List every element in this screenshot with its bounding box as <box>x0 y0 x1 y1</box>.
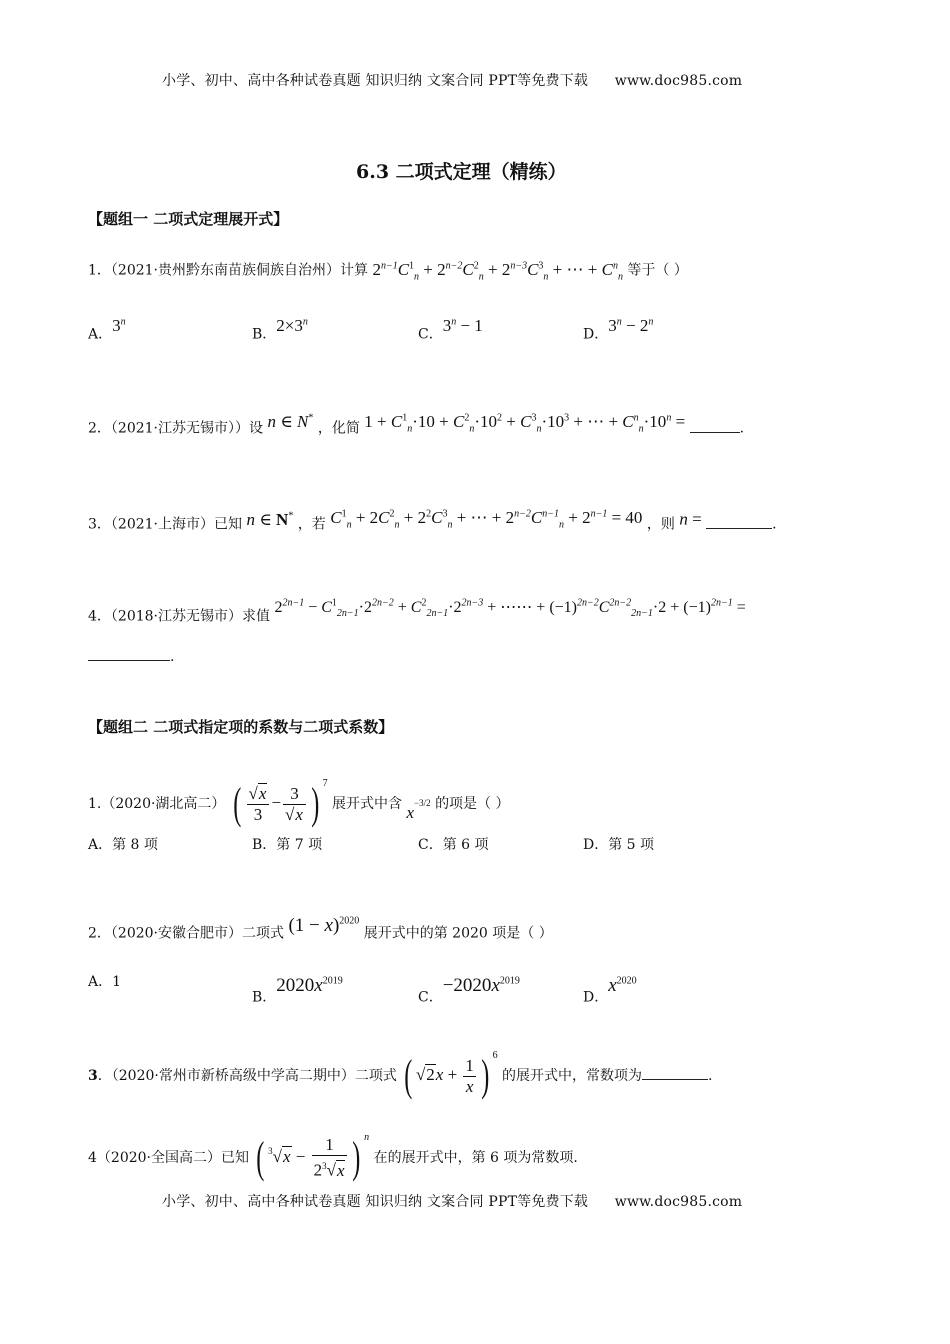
g1-q2-answer-blank[interactable] <box>690 418 740 433</box>
header-text: 小学、初中、高中各种试卷真题 知识归纳 文案合同 PPT等免费下载 <box>162 73 589 89</box>
g1-question-3 <box>88 494 777 545</box>
g1-q1-option-a: A．3$^n$ <box>88 315 126 343</box>
g1-q4-answer-line <box>88 646 174 665</box>
footer-url[interactable]: www.doc985.com <box>614 1194 743 1210</box>
g2-q1-option-d: D．第 5 项 <box>583 837 655 853</box>
g1-q1-option-d: D．$3^n - 2^n$ <box>583 315 654 343</box>
g2-q2-prefix: 2．（2020·安徽合肥市）二项式 <box>88 925 284 942</box>
page-title: 6.3 二项式定理（精练） <box>356 161 567 183</box>
group2-heading: 【题组二 二项式指定项的系数与二项式系数】 <box>88 718 394 736</box>
page-header <box>162 70 742 90</box>
g1-q3-cond: n ∈ N* <box>246 509 294 529</box>
g1-q1-formula: $2^{n-1}C^1_n + 2^{n-2}C^2_n + 2^{n-3}C^3_n$ + ⋯ + $C^n_n$ <box>372 259 623 283</box>
g2-q1-prefix: 1.（2020·湖北高二） <box>88 796 226 812</box>
g2-q2-option-a-label: A．1 <box>88 974 122 990</box>
g1-q1-option-c-label: C． <box>418 326 443 343</box>
g1-q4-end: . <box>170 649 175 665</box>
g1-q3-prefix: 3．（2021·上海市）已知 <box>88 516 242 533</box>
g1-q1-option-b-label: B． <box>252 326 277 343</box>
g1-q3-answer-blank[interactable] <box>706 514 772 529</box>
g2-q2-option-a <box>88 962 121 1002</box>
g1-q3-formula: $C^1_n + 2C^2_n + 2^2C^3_n$ + ⋯ + $2^{n-2}C^{n-1}_n + 2^{n-1} = 40$ <box>330 507 643 531</box>
g1-q1-option-c: C．$3^n - 1$ <box>418 315 483 343</box>
g2-q3-tail: . <box>708 1068 713 1084</box>
g2-q2-option-c: C．$-2020x^{2019}$ <box>418 975 520 1006</box>
g2-q2-formula: $(1 - x)^{2020}$ <box>288 915 360 937</box>
g1-q2-formula: $1 + C^1_n\cdot 10 + C^2_n\cdot 10^2 + C^3_n\cdot 10^3$ + ⋯ + $C^n_n\cdot 10^n$ = <box>364 411 686 435</box>
g1-q4-prefix: 4．（2018·江苏无锡市）求值 <box>88 608 270 625</box>
g2-q1-term: $x^{-3/2}$ <box>406 798 431 822</box>
g2-q2-end: 展开式中的第 2020 项是（ ） <box>363 925 553 942</box>
g1-q4-formula: $2^{2n-1} - C^1_{2n-1}\cdot 2^{2n-2} + C^2_{2n-1}\cdot 2^{2n-3}$ + ⋯⋯ + $(-1)^{2n-2}C^{2n-2}_{2n-1}\cdot 2 + (-1)^{2n-1}$ = <box>274 598 746 620</box>
g1-q4-answer-blank[interactable] <box>88 646 170 661</box>
g1-q3-var: n = <box>679 509 702 529</box>
g1-q2-end: . <box>739 420 745 437</box>
g2-q1-end: 的项是（ ） <box>435 796 510 812</box>
g2-q1-option-a: A．第 8 项 <box>88 837 158 853</box>
g2-q4-formula: ( $^3$√x − $\frac{1}{2^3√x}$ ) $^n$ <box>256 1132 370 1183</box>
g2-question-3 <box>88 1024 712 1108</box>
g2-question-4 <box>88 1106 578 1190</box>
g1-q3-end: . <box>772 516 777 533</box>
g2-q1-option-c: C．第 6 项 <box>418 837 489 853</box>
g2-q3-answer-blank[interactable] <box>642 1065 708 1080</box>
g1-q1-option-a-label: A． <box>88 326 113 343</box>
g2-q3-formula: ( √2x + $\frac{1}{x}$ ) $^6$ <box>404 1050 498 1101</box>
g1-q3-mid: ，若 <box>297 516 326 533</box>
header-url[interactable]: www.doc985.com <box>614 73 743 89</box>
g2-q4-prefix: 4（2020·全国高二）已知 <box>88 1150 249 1166</box>
g2-q2-option-c-label: C． <box>418 989 443 1006</box>
g2-q2-option-d-label: D． <box>583 989 609 1006</box>
g2-question-1 <box>88 752 510 845</box>
g1-q2-cond: n ∈ N* <box>267 411 314 431</box>
g2-q2-option-b-label: B． <box>252 989 277 1006</box>
g1-q1-option-b: B．$2\times 3^n$ <box>252 315 308 343</box>
g2-q1-option-b: B．第 7 项 <box>252 837 323 853</box>
group1-heading: 【题组一 二项式定理展开式】 <box>88 210 289 228</box>
g2-q3-number: 3 <box>88 1068 98 1084</box>
g1-question-2 <box>88 398 744 449</box>
g1-q1-prefix: 1．（2021·贵州黔东南苗族侗族自治州）计算 <box>88 262 368 279</box>
g2-question-2 <box>88 902 553 953</box>
g2-q1-mid: 展开式中含 <box>332 796 403 812</box>
g2-q3-end: 的展开式中，常数项为 <box>502 1068 643 1084</box>
g2-q2-option-d: D．$x^{2020}$ <box>583 975 637 1006</box>
page-footer <box>162 1191 742 1211</box>
g1-question-4 <box>88 584 746 636</box>
g1-q2-prefix: 2．（2021·江苏无锡市））设 <box>88 420 263 437</box>
g2-q2-option-b: B．$2020x^{2019}$ <box>252 975 343 1006</box>
g1-q1-suffix: 等于（ ） <box>627 262 688 279</box>
g1-question-1 <box>88 246 688 297</box>
g1-q3-mid2: ，则 <box>646 516 675 533</box>
g1-q1-option-d-label: D． <box>583 326 609 343</box>
g2-q4-end: 在的展开式中，第 6 项为常数项. <box>373 1150 578 1166</box>
g2-q3-prefix: ．（2020·常州市新桥高级中学高二期中）二项式 <box>97 1068 397 1084</box>
footer-text: 小学、初中、高中各种试卷真题 知识归纳 文案合同 PPT等免费下载 <box>162 1194 589 1210</box>
g1-q2-mid: ，化简 <box>317 420 360 437</box>
g2-q1-formula: ( $\frac{√x}{3}$ − $\frac{3}{√x}$ ) $^7$ <box>233 778 328 829</box>
